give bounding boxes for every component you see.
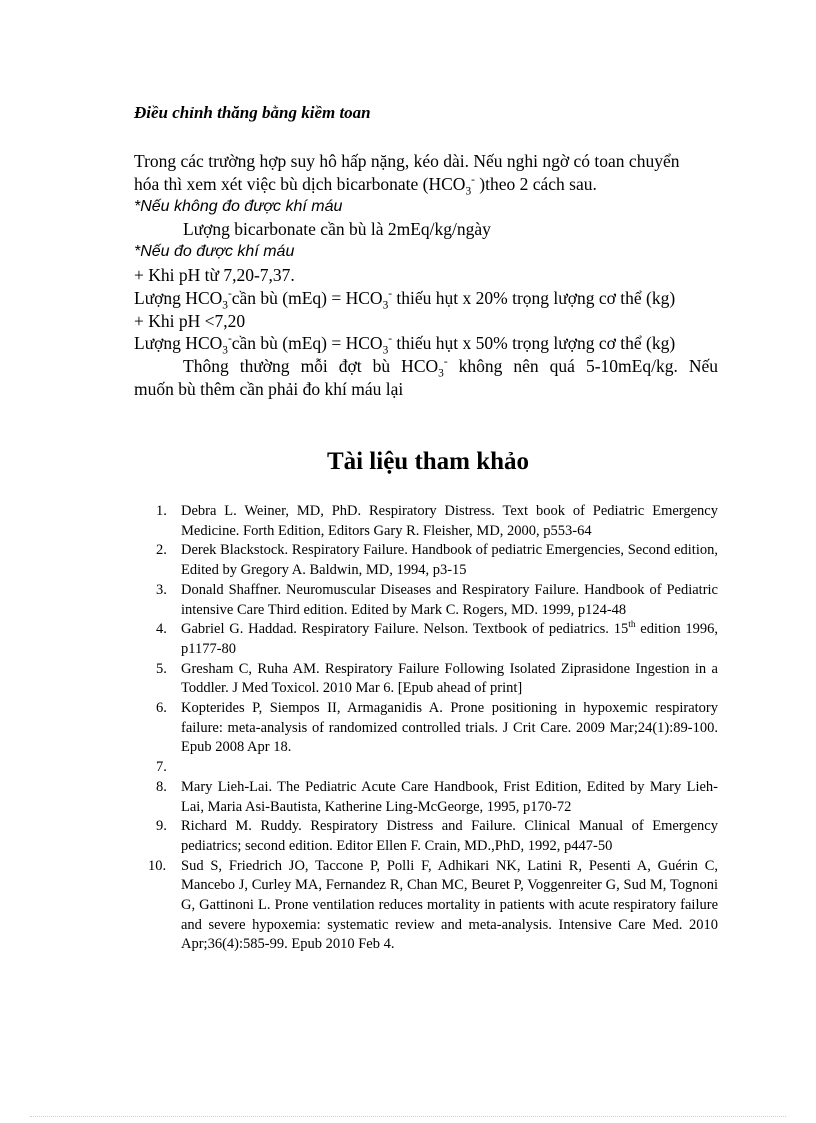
paragraph-line-1: Trong các trường hợp suy hô hấp nặng, kéo dài. Nếu nghi ngờ có toan chuyển [134,151,680,171]
note-line-1: Thông thường mỗi đợt bù $HCO_3^-$ không nên quá 5-10mEq/kg. Nếu [183,356,718,380]
formula-1: Lượng $HCO_3^-cần$ bù $(mEq) = HCO_3^-$ thiếu hụt x 20% trọng lượng cơ thể (kg) [134,287,676,312]
paragraph-line-2: hóa thì xem xét việc bù dịch bicarbonate ($HCO_3^-$ )theo 2 cách sau. [134,173,597,198]
reference-item: 7. [156,759,167,776]
reference-item: 9. Richard M. Ruddy. Respiratory Distress and Failure. Clinical Manual of Emergency pediatrics; second edition. Editor Ellen F. Crain, MD.,PhD, 1992, p447-50 [156,818,718,854]
page-bottom-divider [30,1116,786,1117]
case2-sub1: + Khi pH từ 7,20-7,37. [134,264,295,285]
reference-item: 4. Gabriel G. Haddad. Respiratory Failure. Nelson. Textbook of pediatrics. 15th edition 1996, p1177-80 [156,620,718,657]
formula-2: Lượng $HCO_3^-cần$ bù $(mEq) = HCO_3^-$ thiếu hụt x 50% trọng lượng cơ thể (kg) [134,333,676,357]
reference-item: 6. Kopterides P, Siempos II, Armaganidis A. Prone positioning in hypoxemic respiratory failure: meta-analysis of randomized controlled trials. J Crit Care. 2009 Mar;24(1):89-100. Epub 2008 Apr 18. [156,700,718,756]
reference-list [134,502,718,955]
case2-sub2: + Khi pH <7,20 [134,310,246,331]
reference-item: 2. Derek Blackstock. Respiratory Failure. Handbook of pediatric Emergencies, Second edition, Edited by Gregory A. Baldwin, MD, 1994, p3-15 [156,542,718,579]
case1-label: *Nếu không đo được khí máu [134,197,343,215]
section-heading: Điều chỉnh thăng bằng kiềm toan [134,103,371,122]
reference-item: 10. Sud S, Friedrich JO, Taccone P, Polli F, Adhikari NK, Latini R, Pesenti A, Guérin C, Mancebo J, Curley MA, Fernandez R, Chan MC, Beuret P, Voggenreiter G, Sud M, Tognoni G, Gattinoni L. Prone ventilation reduces mortality in patients with acute respiratory failure and severe hypoxemia: systematic review and meta-analysis. Intensive Care Med. 2010 Apr;36(4):585-99. Epub 2010 Feb 4. [148,857,718,953]
reference-item: 8. Mary Lieh-Lai. The Pediatric Acute Care Handbook, Frist Edition, Edited by Mary Lieh-Lai, Maria Asi-Bautista, Katherine Ling-McGeorge, 1995, p170-72 [156,778,718,815]
note-line-2: muốn bù thêm cần phải đo khí máu lại [134,378,404,399]
case2-label: *Nếu đo được khí máu [134,243,295,261]
body-text [134,150,718,401]
case1-text: Lượng bicarbonate cần bù là 2mEq/kg/ngày [183,219,491,240]
references-title: Tài liệu tham khảo [326,448,530,475]
reference-item: 5. Gresham C, Ruha AM. Respiratory Failure Following Isolated Ziprasidone Ingestion in a Toddler. J Med Toxicol. 2010 Mar 6. [Epub ahead of print] [156,660,718,697]
reference-item: 1. Debra L. Weiner, MD, PhD. Respiratory Distress. Text book of Pediatric Emergency Medicine. Forth Edition, Editors Gary R. Fleisher, MD, 2000, p553-64 [156,503,718,539]
reference-item: 3. Donald Shaffner. Neuromuscular Diseases and Respiratory Failure. Handbook of Pediatric intensive Care Third edition. Edited by Mark C. Rogers, MD. 1999, p124-48 [156,581,718,618]
